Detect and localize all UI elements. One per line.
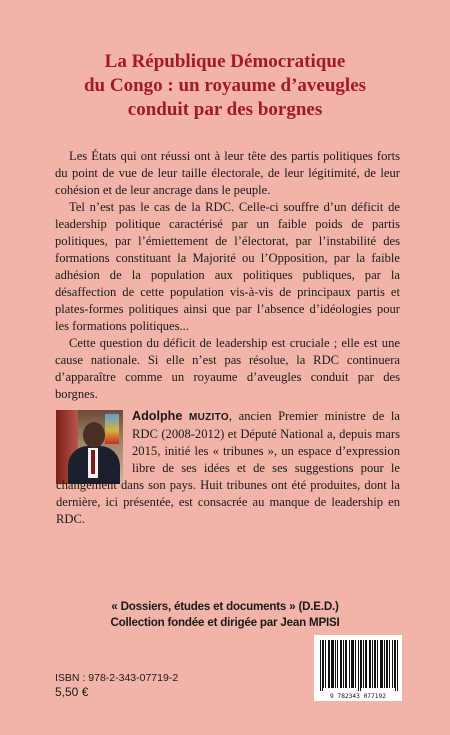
isbn: ISBN : 978-2-343-07719-2: [55, 672, 179, 684]
blurb-paragraph-2: Tel n’est pas le cas de la RDC. Celle-ci souffre d’un déficit de leadership politique caractérisé par un faible poids de partis politiques, par l’émiettement de l’électorat, par l’instabilité des formations constituant la Majorité ou l’Opposition, par la faible adhésion de la population aux politiques publiques, par la désaffection de cette population vis-à-vis de principaux partis et plates-formes politiques ainsi que par l’absence d’idéologies pour les formations politiques...: [55, 200, 400, 333]
author-first-name: Adolphe: [132, 409, 183, 423]
back-cover-blurb: [55, 148, 400, 403]
author-bio: [56, 408, 400, 528]
title-line-3: conduit par des borgnes: [127, 99, 323, 120]
barcode-icon: [314, 635, 402, 701]
collection-director: Collection fondée et dirigée par Jean MPISI: [110, 616, 340, 629]
title-line-2: du Congo : un royaume d’aveugles: [83, 75, 367, 96]
price: 5,50 €: [55, 685, 89, 699]
barcode: [314, 635, 402, 701]
author-surname: MUZITO: [188, 412, 229, 423]
blurb-paragraph-3: Cette question du déficit de leadership est cruciale ; elle est une cause nationale. Si elle n’est pas résolue, la RDC continuera d’apparaître comme un royaume d’aveugles conduit par des borgnes.: [55, 336, 400, 401]
collection-series: « Dossiers, études et documents » (D.E.D.): [111, 600, 339, 613]
author-bio-text: , ancien Premier ministre de la RDC (2008-2012) et Député National a, depuis mars 2015, initié les « tribunes », un espace d’expression libre de ses idées et de ses suggestions pour le changement dans son pays. Huit tribunes ont été produites, dont la dernière, ici présentée, est consacrée au manque de leadership en RDC.: [56, 409, 400, 526]
blurb-paragraph-1: Les États qui ont réussi ont à leur tête des partis politiques forts du point de vue de leur taille électorale, de leur légitimité, de leur cohésion et de leur ancrage dans le peuple.: [55, 149, 400, 197]
book-title: [30, 50, 420, 122]
collection-info: [0, 599, 450, 631]
title-line-1: La République Démocratique: [104, 51, 346, 72]
barcode-digits: 9 782343 077192: [330, 693, 386, 700]
